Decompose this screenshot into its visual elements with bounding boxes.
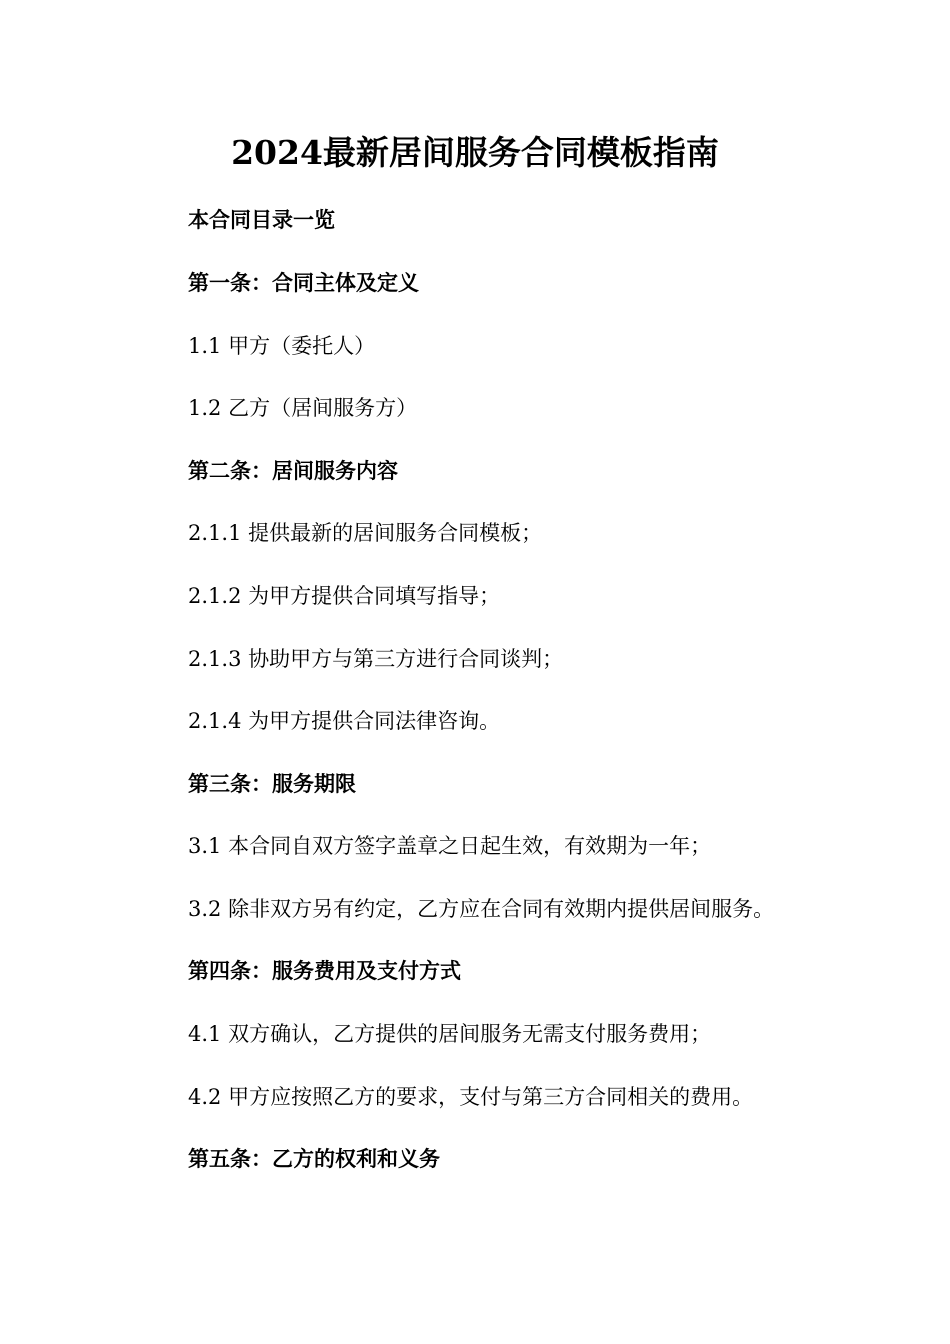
clause-4-1: 4.1 双方确认，乙方提供的居间服务无需支付服务费用；	[188, 1022, 712, 1046]
clause-2-1-1: 2.1.1 提供最新的居间服务合同模板；	[188, 521, 543, 545]
clause-1-1: 1.1 甲方（委托人）	[188, 334, 376, 358]
clause-3-1: 3.1 本合同自双方签字盖章之日起生效，有效期为一年；	[188, 834, 712, 858]
article-4-heading: 第四条：服务费用及支付方式	[188, 958, 461, 983]
article-2-heading: 第二条：居间服务内容	[188, 458, 398, 483]
document-title: 2024最新居间服务合同模板指南	[231, 133, 719, 172]
clause-2-1-4: 2.1.4 为甲方提供合同法律咨询。	[188, 709, 501, 733]
clause-4-2: 4.2 甲方应按照乙方的要求，支付与第三方合同相关的费用。	[188, 1085, 754, 1109]
clause-2-1-3: 2.1.3 协助甲方与第三方进行合同谈判；	[188, 647, 564, 671]
clause-2-1-2: 2.1.2 为甲方提供合同填写指导；	[188, 584, 501, 608]
article-3-heading: 第三条：服务期限	[188, 771, 356, 796]
toc-heading: 本合同目录一览	[188, 207, 335, 232]
clause-1-2: 1.2 乙方（居间服务方）	[188, 396, 418, 420]
article-5-heading: 第五条：乙方的权利和义务	[188, 1146, 440, 1171]
clause-3-2: 3.2 除非双方另有约定，乙方应在合同有效期内提供居间服务。	[188, 897, 775, 921]
article-1-heading: 第一条：合同主体及定义	[188, 270, 419, 295]
